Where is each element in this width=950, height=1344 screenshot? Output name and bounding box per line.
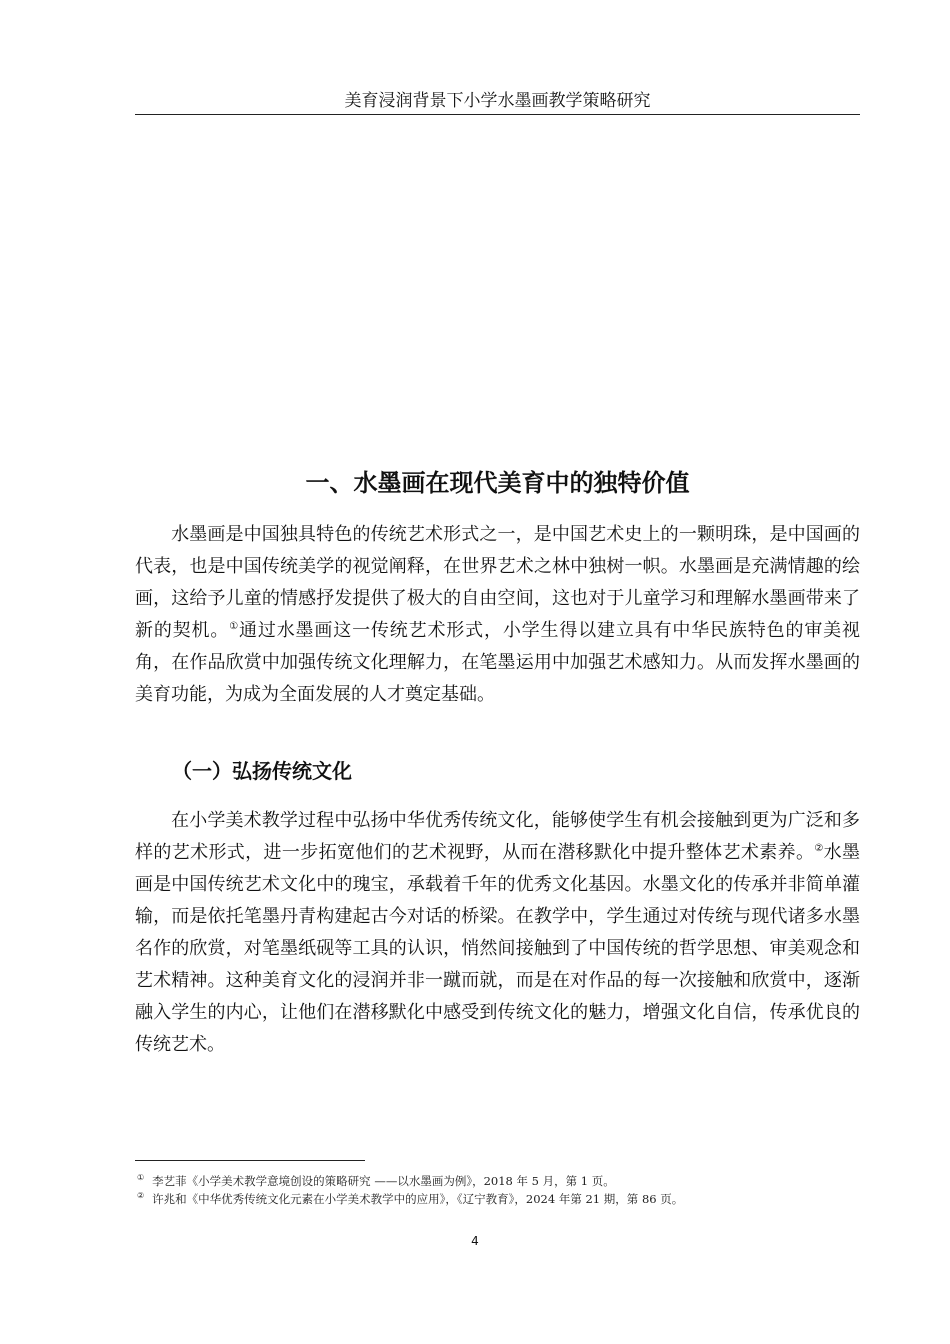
paragraph-2 — [135, 805, 860, 1061]
header-rule — [135, 114, 860, 115]
footnote-2-mark: ② — [137, 1191, 145, 1200]
section-heading: 一、水墨画在现代美育中的独特价值 — [305, 469, 690, 497]
paragraph-2-text-b: 水墨画是中国传统艺术文化中的瑰宝，承载着千年的优秀文化基因。水墨文化的传承并非简单灌输，而是依托笔墨丹青构建起古今对话的桥梁。在教学中，学生通过对传统与现代诸多水墨名作的欣赏，对笔墨纸砚等工具的认识，悄然间接触到了中国传统的哲学思想、审美观念和艺术精神。这种美育文化的浸润并非一蹴而就，而是在对作品的每一次接触和欣赏中，逐渐融入学生的内心，让他们在潜移默化中感受到传统文化的魅力，增强文化自信，传承优良的传统艺术。 — [135, 842, 861, 1055]
running-header: 美育浸润背景下小学水墨画教学策略研究 — [344, 91, 651, 111]
page-number: 4 — [471, 1234, 479, 1248]
paragraph-2-text-a: 在小学美术教学过程中弘扬中华优秀传统文化，能够使学生有机会接触到更为广泛和多样的艺术形式，进一步拓宽他们的艺术视野，从而在潜移默化中提升整体艺术素养。 — [135, 810, 860, 863]
footnote-separator — [135, 1160, 365, 1161]
footnote-2 — [137, 1188, 683, 1207]
paragraph-1-text-a: 水墨画是中国独具特色的传统艺术形式之一，是中国艺术史上的一颗明珠，是中国画的代表，也是中国传统美学的视觉阐释，在世界艺术之林中独树一帜。水墨画是充满情趣的绘画，这给予儿童的情感抒发提供了极大的自由空间，这也对于儿童学习和理解水墨画带来了新的契机。 — [135, 524, 860, 641]
footnote-1-mark: ① — [137, 1173, 145, 1182]
footnote-1 — [137, 1170, 615, 1189]
subsection-heading: （一）弘扬传统文化 — [172, 759, 352, 783]
footnote-ref-2[interactable]: ② — [814, 843, 824, 854]
footnote-2-text: 许兆和《中华优秀传统文化元素在小学美术教学中的应用》，《辽宁教育》，2024 年第 21 期，第 86 页。 — [152, 1191, 684, 1206]
paragraph-1 — [135, 519, 860, 711]
footnote-ref-1[interactable]: ① — [229, 621, 240, 632]
footnote-1-text: 李艺菲《小学美术教学意境创设的策略研究 ——以水墨画为例》，2018 年 5 月，第 1 页。 — [152, 1173, 615, 1188]
paragraph-1-text-b: 通过水墨画这一传统艺术形式，小学生得以建立具有中华民族特色的审美视角，在作品欣赏中加强传统文化理解力，在笔墨运用中加强艺术感知力。从而发挥水墨画的美育功能，为成为全面发展的人才奠定基础。 — [135, 620, 861, 705]
